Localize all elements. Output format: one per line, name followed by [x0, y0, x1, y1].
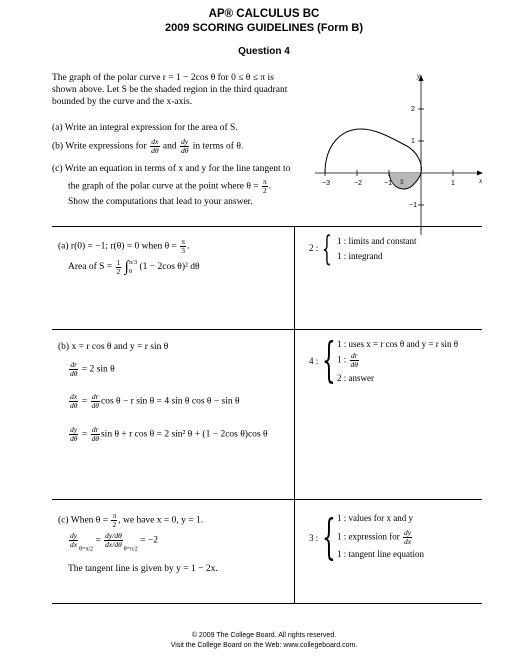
scoring-c-item3: 1 : tangent line equation	[337, 549, 424, 559]
solution-c-line2: $\frac{dy}{dx}$ $_{\theta=\pi/2}$ = $\frac{dy/d\theta}{dx/d\theta}$ $_{\theta=\pi/2}$ = −2	[70, 531, 158, 553]
solution-c-line3: The tangent line is given by y = 1 − 2x.	[68, 564, 218, 574]
table-top-rule	[52, 226, 482, 227]
dx-dtheta-fraction: $\frac{dx}{d\theta}$	[151, 137, 159, 155]
y-tick-label: −1	[409, 202, 417, 209]
x-axis-label: x	[479, 177, 483, 185]
footer-link-text: Visit the College Board on the Web: www.collegeboard.com.	[170, 642, 358, 649]
x-axis-arrow	[477, 171, 483, 176]
y-tick-label: 1	[411, 138, 415, 145]
solution-b-line1: (b) x = r cos θ and y = r sin θ	[58, 342, 169, 352]
solution-a-area: Area of S = $\frac{1}{2}$ ∫ π/3 0 (1 − 2cos θ)² dθ	[68, 257, 200, 276]
column-divider	[294, 226, 295, 604]
x-tick-label: −3	[322, 180, 330, 187]
part-a-prompt: (a) Write an integral expression for the area of S.	[52, 123, 238, 133]
part-b-prompt	[52, 138, 243, 155]
integral-limits: π/3 0	[128, 259, 138, 275]
page-title: AP® CALCULUS BC	[208, 8, 320, 20]
scoring-c-item1: 1 : values for x and y	[337, 513, 413, 523]
solution-b-line4: $\frac{dy}{d\theta}$ = $\frac{dr}{d\theta}$ sin θ + r cos θ = 2 sin² θ + (1 − 2cos θ)cos θ	[70, 425, 268, 443]
part-c-prompt-line3: Show the computations that lead to your answer.	[68, 197, 253, 207]
y-axis-label: y	[417, 72, 421, 80]
scoring-b-points: 4 :	[309, 356, 319, 366]
y-tick-label: 2	[411, 106, 415, 113]
solution-c-line1: (c) When θ = $\frac{\pi}{2}$ , we have x = 0, y = 1.	[58, 511, 204, 529]
scoring-b-item1: 1 : uses x = r cos θ and y = r sin θ	[337, 339, 459, 349]
part-c-prompt-line1: (c) Write an equation in terms of x and y for the line tangent to	[52, 164, 291, 174]
x-tick-label: 1	[451, 180, 455, 187]
scoring-c-item2: 1 : expression for $\frac{dy}{dx}$	[337, 528, 412, 546]
brace-icon: {	[322, 229, 332, 269]
part-b-and: and	[162, 141, 177, 152]
one-half-fraction: $\frac{1}{2}$	[116, 257, 121, 276]
intro-line-2: shown above. Let S be the shaded region in the third quadrant	[52, 85, 288, 95]
intro-line-1: The graph of the polar curve r = 1 − 2cos θ for 0 ≤ θ ≤ π is	[52, 73, 274, 83]
polar-graph	[305, 65, 485, 240]
footer-copyright: © 2009 The College Board. All rights reserved.	[191, 632, 337, 639]
pi-over-2-fraction: $\frac{\pi}{2}$	[262, 177, 267, 195]
part-b-prefix: (b) Write expressions for	[52, 141, 147, 152]
brace-icon: {	[322, 509, 336, 565]
dy-dtheta-fraction: $\frac{dy}{d\theta}$	[180, 137, 189, 155]
row-divider-2	[52, 499, 482, 500]
pi-over-3-fraction: $\frac{\pi}{3}$	[181, 237, 186, 255]
solution-b-line2: $\frac{dr}{d\theta}$ = 2 sin θ	[70, 360, 115, 378]
row-divider-1	[52, 329, 482, 330]
page-subtitle: 2009 SCORING GUIDELINES (Form B)	[164, 22, 364, 34]
solution-b-line3: $\frac{dx}{d\theta}$ = $\frac{dr}{d\theta}$ cos θ − r sin θ = 4 sin θ cos θ − sin θ	[70, 392, 240, 410]
intro-line-3: bounded by the curve and the x-axis.	[52, 97, 193, 107]
axis-ticks	[325, 109, 453, 205]
table-bottom-rule	[52, 603, 482, 604]
solution-a-line1: (a) r(0) = −1; r(θ) = 0 when θ = $\frac{\pi}{3}$ .	[58, 237, 190, 255]
scoring-b-item2: 1 : $\frac{dr}{d\theta}$	[337, 351, 358, 369]
problem-statement	[52, 72, 307, 108]
scoring-a-item1: 1 : limits and constant	[337, 236, 417, 246]
scoring-b-item3: 2 : answer	[337, 373, 374, 383]
integral-sign: ∫	[124, 259, 129, 275]
part-c-prompt-line2: the graph of the polar curve at the point where θ = $\frac{\pi}{2}$ .	[68, 177, 272, 195]
scoring-a-item2: 1 : integrand	[337, 251, 383, 261]
question-heading: Question 4	[238, 46, 290, 57]
scoring-a-points: 2 :	[309, 243, 319, 253]
region-s-label: S	[400, 178, 404, 186]
x-tick-label: −1	[384, 180, 392, 187]
brace-icon: {	[322, 332, 336, 388]
part-b-suffix: in terms of θ.	[192, 141, 244, 152]
x-tick-label: −2	[354, 180, 362, 187]
scoring-c-points: 3 :	[309, 533, 319, 543]
